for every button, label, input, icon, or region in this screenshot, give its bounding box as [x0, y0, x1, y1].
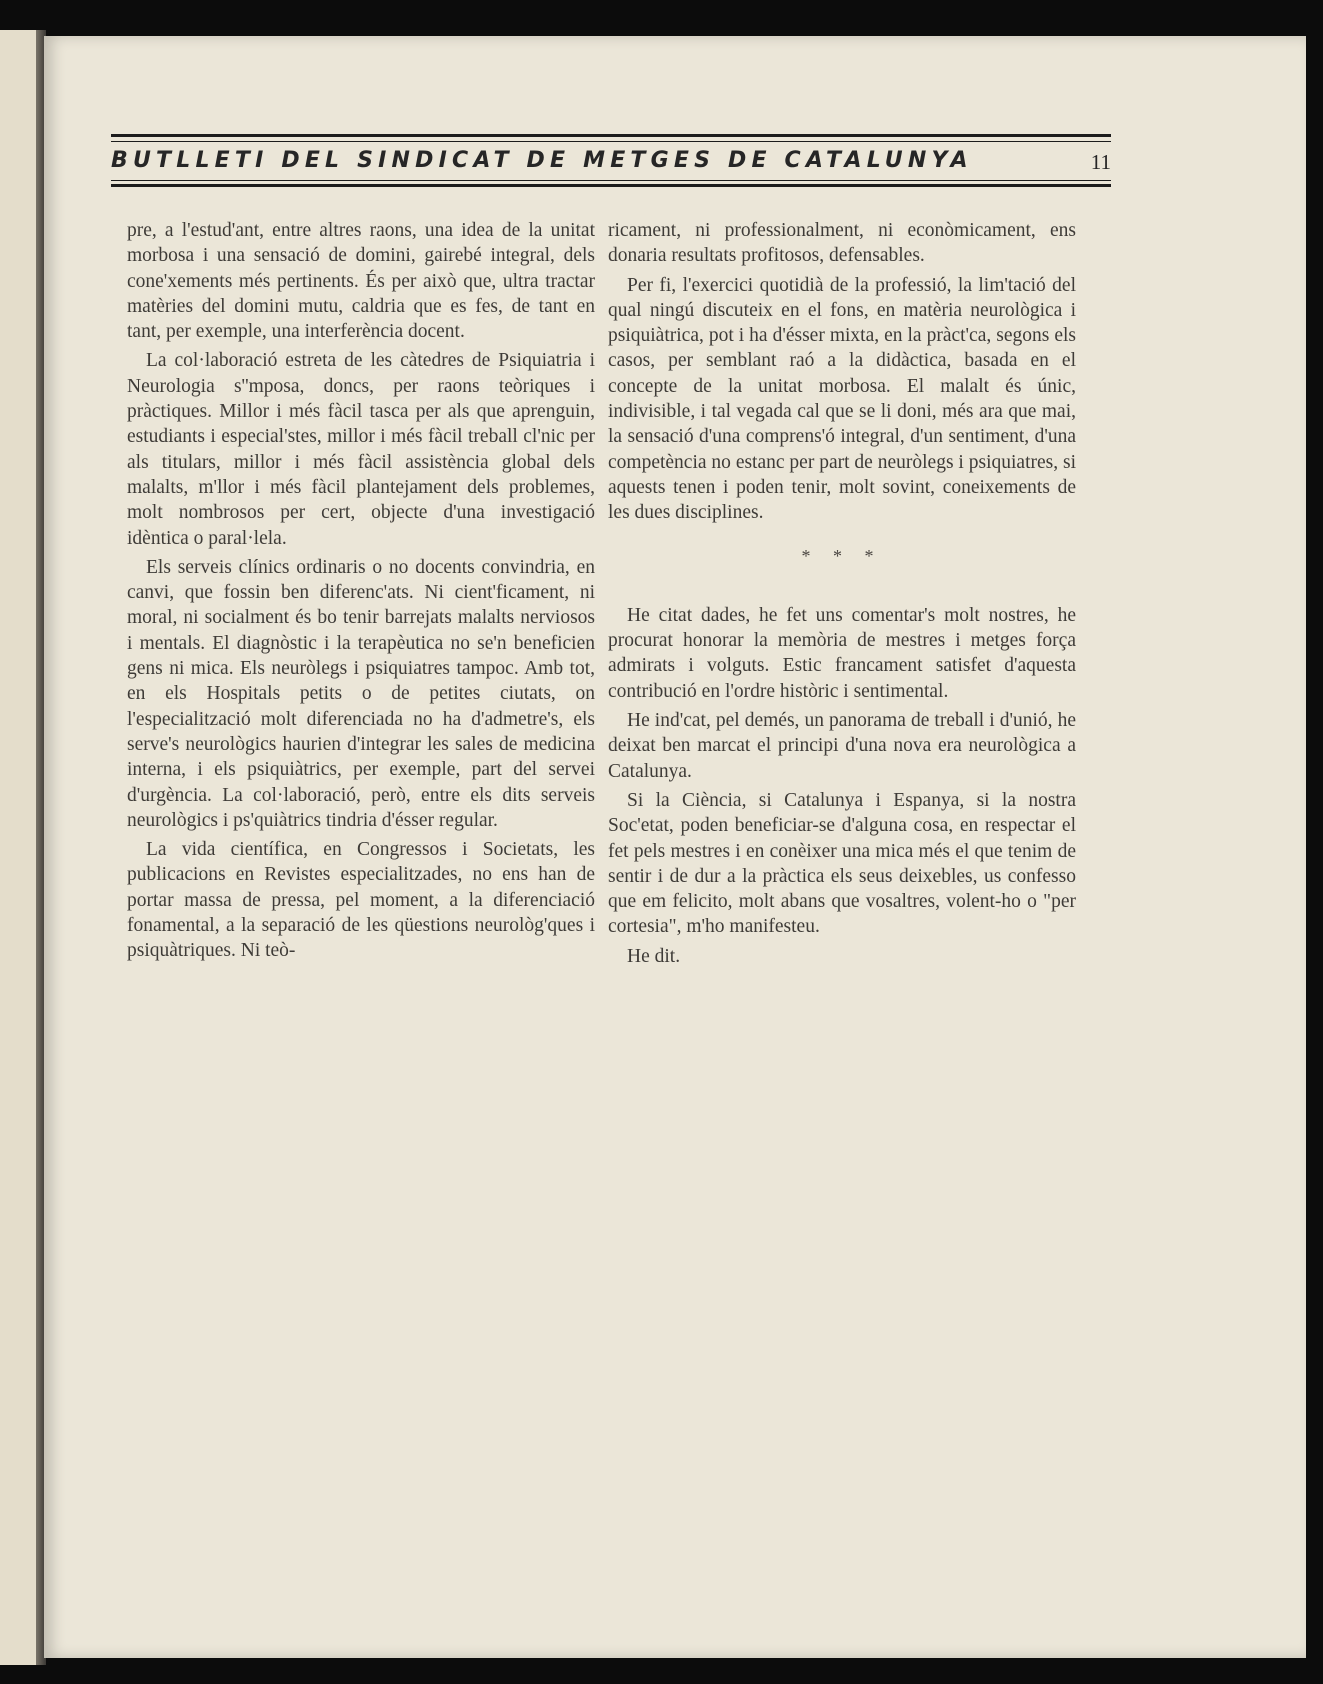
body-paragraph: Els serveis clínics ordinaris o no docents convindria, en canvi, que fossin ben diferenc'ats. Ni cient'ficament, ni moral, ni socialment és bo tenir barrejats malalts nerviosos i mentals. El diagnòstic i la terapèutica no se'n beneficien gens ni mica. Els neuròlegs i psiquiatres tampoc. Amb tot, en els Hospitals petits o de petites ciutats, on l'especialització molt diferenciada no ha d'admetre's, els serve's neurològics haurien d'integrar les sales de medicina interna, i els psiquiàtrics, per exemple, part del servei d'urgència. La col·laboració, però, entre els dits serveis neurològics i ps'quiàtrics tindria d'ésser regular. [127, 556, 595, 831]
body-paragraph: La vida científica, en Congressos i Societats, les publicacions en Revistes especialitzades, no ens han de portar massa de pressa, pel moment, a la diferenciació fonamental, a la separació de les qüestions neurològ'ques i psiquàtriques. Ni teò- [127, 839, 595, 962]
right-text-column [608, 218, 1076, 973]
header-rule-top-thick [111, 134, 1111, 137]
body-paragraph: Si la Ciència, si Catalunya i Espanya, si la nostra Soc'etat, poden beneficiar-se d'alguna cosa, en respectar el fet pels mestres i en conèixer una mica més el que tenim de sentir i de dur a la pràctica els seus deixebles, us confesso que em felicito, molt abans que vosaltres, volent-ho o "per cortesia", m'ho manifesteu. [608, 789, 1076, 938]
header-rule-bottom-thin [111, 180, 1111, 181]
closing-line: He dit. [627, 945, 681, 967]
section-separator: * * * [801, 545, 883, 566]
running-header [111, 98, 1111, 190]
header-rule-bottom-thick [111, 184, 1111, 187]
body-paragraph: Per fi, l'exercici quotidià de la professió, la lim'tació del qual ningú discuteix en el fons, en matèria neurològica i psiquiàtrica, pot i ha d'ésser mixta, en la pràct'ca, segons els casos, per semblant raó a la didàctica, basada en el concepte de la unitat morbosa. El malalt és únic, indivisible, i tal vegada cal que se li doni, més ara que mai, la sensació d'una comprens'ó integral, d'un sentiment, d'una competència no estanc per part de neuròlegs i psiquiatres, si aquests tenen i poden tenir, molt sovint, coneixements de les dues disciplines. [608, 274, 1076, 524]
body-paragraph: He citat dades, he fet uns comentar's molt nostres, he procurat honorar la memòria de mestres i metges força admirats i volguts. Estic francament satisfet d'aquesta contribució en l'ordre històric i sentimental. [608, 604, 1076, 702]
journal-title: BUTLLETI DEL SINDICAT DE METGES DE CATALUNYA [111, 148, 973, 173]
body-paragraph: ricament, ni professionalment, ni econòmicament, ens donaria resultats profitosos, defensables. [608, 220, 1076, 267]
left-page-edge [0, 30, 40, 1665]
body-paragraph: He ind'cat, pel demés, un panorama de treball i d'unió, he deixat ben marcat el principi d'una nova era neurològica a Catalunya. [608, 710, 1076, 782]
body-paragraph: La col·laboració estreta de les càtedres de Psiquiatria i Neurologia s''mposa, doncs, per raons teòriques i pràctiques. Millor i més fàcil tasca per als que aprenguin, estudiants i especial'stes, millor i més fàcil treball cl'nic per als titulars, millor i més fàcil assistència global dels malalts, m'llor i més fàcil plantejament dels problemes, molt nombrosos per cert, objecte d'una investigació idèntica o paral·lela. [127, 350, 595, 549]
body-paragraph: pre, a l'estud'ant, entre altres raons, una idea de la unitat morbosa i una sensació de domini, gairebé integral, dels cone'xements més pertinents. És per això que, ultra tractar matèries del domini mutu, caldria que es fes, de tant en tant, per exemple, una interferència docent. [127, 220, 595, 343]
left-text-column [127, 218, 595, 968]
page-number: 11 [1090, 150, 1111, 174]
header-rule-top-thin [111, 141, 1111, 142]
